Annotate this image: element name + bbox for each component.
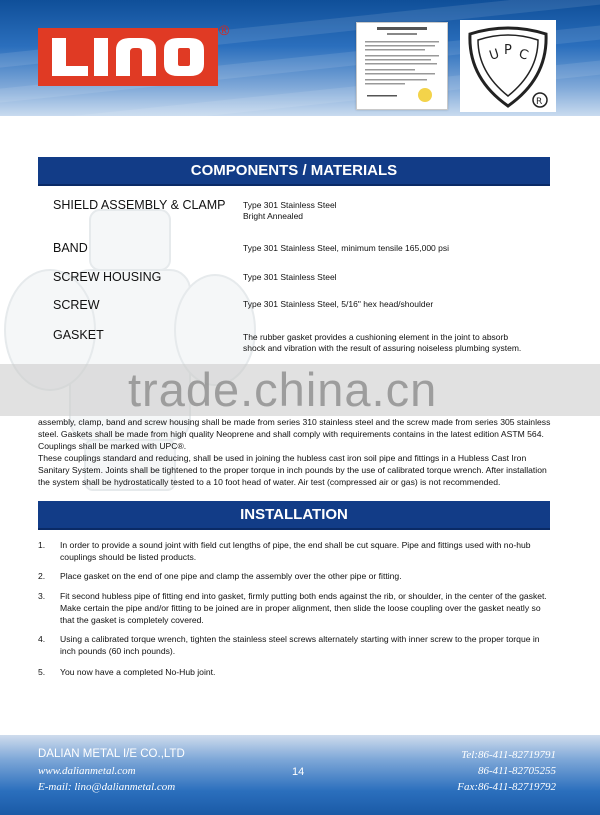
spec-paragraph: These couplings standard and reducing, shall be used in joining the hubless cast iron soil pipe and fittings in a Hubless Cast Iron Sanitary System. Joints shall be tightened to the proper torque in inch pounds by the use of calibrated torque wrench. After installation the system shall be hydrostatically tested to a 10 foot head of water. Air test (compressed air or gas) is not recommended.	[38, 453, 547, 488]
installation-heading: INSTALLATION	[38, 501, 550, 530]
components-heading: COMPONENTS / MATERIALS	[38, 157, 550, 186]
component-name: SHIELD ASSEMBLY & CLAMP	[53, 198, 226, 212]
footer-email[interactable]: E-mail: lino@dalianmetal.com	[38, 781, 176, 793]
registered-mark: ®	[219, 22, 230, 38]
component-description	[243, 272, 555, 283]
component-desc-line: Type 301 Stainless Steel, minimum tensile 165,000 psi	[243, 243, 450, 253]
footer-fax: Fax:86-411-82719792	[457, 781, 556, 793]
footer-tel: Tel:86-411-82719791	[461, 749, 556, 761]
step-number: 1.	[38, 540, 46, 550]
step-number: 3.	[38, 591, 46, 601]
installation-step	[38, 571, 558, 583]
watermark-text: trade.china.cn	[128, 363, 438, 416]
step-number: 5.	[38, 667, 46, 677]
component-description	[243, 332, 555, 354]
svg-text:P: P	[504, 43, 512, 58]
footer-website[interactable]: www.dalianmetal.com	[38, 765, 136, 777]
component-name: SCREW HOUSING	[53, 270, 162, 284]
component-desc-line: Type 301 Stainless Steel, 5/16" hex head/shoulder	[243, 299, 434, 309]
certificate-thumbnail	[356, 22, 448, 110]
footer-company: DALIAN METAL I/E CO.,LTD	[38, 748, 185, 760]
step-text: Using a calibrated torque wrench, tighten the stainless steel screws alternately starting with inner screw to the proper torque in inch pounds (60 inch pounds).	[60, 634, 540, 656]
component-desc-line: The rubber gasket provides a cushioning element in the joint to absorb	[243, 332, 509, 342]
component-desc-line: Bright Annealed	[243, 211, 304, 221]
svg-text:U: U	[487, 46, 502, 64]
component-name: GASKET	[53, 328, 104, 342]
component-desc-line: shock and vibration with the result of assuring noiseless plumbing system.	[243, 343, 522, 353]
component-name: BAND	[53, 241, 88, 255]
spec-paragraph: assembly, clamp, band and screw housing shall be made from series 310 stainless steel and the screw made from series 305 stainless steel. Gaskets shall be made from high quality Neoprene and shall comply with requirements contains in the latest edition ASTM 564. Couplings shall be marked with UPC®.	[38, 417, 551, 452]
component-description	[243, 200, 555, 222]
footer-tel-2: 86-411-82705255	[477, 765, 556, 777]
step-text: Place gasket on the end of one pipe and clamp the assembly over the other pipe or fitting.	[60, 571, 402, 581]
svg-text:R: R	[536, 97, 543, 107]
step-number: 2.	[38, 571, 46, 581]
step-text: In order to provide a sound joint with field cut lengths of pipe, the end shall be cut square. Pipe and fittings used with no-hub couplings should be listed products.	[60, 540, 531, 562]
component-name: SCREW	[53, 298, 100, 312]
upc-shield-logo	[460, 20, 556, 112]
step-text: Fit second hubless pipe of fitting end into gasket, firmly putting both ends against the rib, or shoulder, in the center of the gasket. Make certain the pipe and/or fitting to be joined are in proper alignment, then slide the loose coupling over the gasket neatly so that the gasket is completely covered.	[60, 591, 547, 625]
component-desc-line: Type 301 Stainless Steel	[243, 272, 337, 282]
step-text: You now have a completed No-Hub joint.	[60, 667, 216, 677]
installation-step	[38, 667, 558, 679]
svg-text:C: C	[516, 46, 531, 64]
component-desc-line: Type 301 Stainless Steel	[243, 200, 337, 210]
page-number: 14	[292, 766, 305, 778]
component-description	[243, 299, 555, 310]
component-description	[243, 243, 555, 254]
installation-step	[38, 540, 558, 564]
step-number: 4.	[38, 634, 46, 644]
installation-step	[38, 634, 558, 658]
lino-logo	[38, 28, 218, 86]
installation-step	[38, 591, 558, 627]
